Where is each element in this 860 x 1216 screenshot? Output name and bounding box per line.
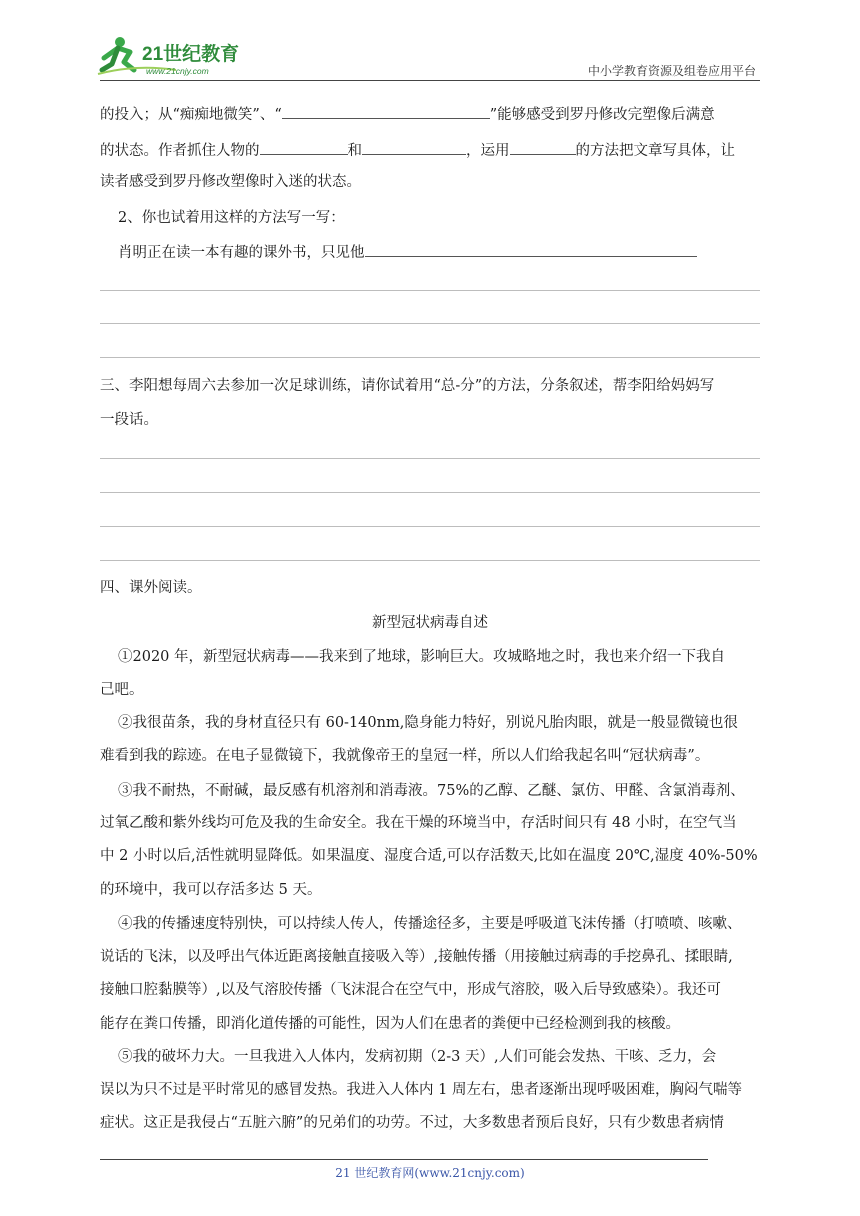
analysis-line-3: 读者感受到罗丹修改塑像时入迷的状态。 (100, 174, 361, 190)
footer-link[interactable]: 21 世纪教育网(www.21cnjy.com) (335, 1166, 525, 1180)
paragraph-3-line: 的环境中，我可以存活多达 5 天。 (100, 882, 322, 898)
paragraph-1-line: 己吧。 (100, 682, 144, 698)
analysis-line-2 (100, 140, 760, 161)
section-4-heading: 四、课外阅读。 (100, 580, 202, 596)
paragraph-3-line: 过氧乙酸和紫外线均可危及我的生命安全。我在干燥的环境当中，存活时间只有 48 小时，在空气当 (100, 815, 737, 831)
paragraph-5-line: ⑤我的破坏力大。一旦我进入人体内，发病初期（2-3 天）,人们可能会发热、干咳、乏力，会 (118, 1049, 717, 1065)
text-segment: ”能够感受到罗丹修改完塑像后满意 (489, 107, 715, 123)
writing-line[interactable] (100, 323, 760, 324)
paragraph-5-line: 症状。这正是我侵占“五脏六腑”的兄弟们的功劳。不过，大多数患者预后良好，只有少数患者病情 (100, 1115, 724, 1131)
writing-line[interactable] (100, 526, 760, 527)
paragraph-4-line: 接触口腔黏膜等）,以及气溶胶传播（飞沫混合在空气中，形成气溶胶，吸入后导致感染）。我还可 (100, 982, 721, 998)
paragraph-4-line: 说话的飞沫，以及呼出气体近距离接触直接吸入等）,接触传播（用接触过病毒的手挖鼻孔、揉眼睛, (100, 949, 733, 965)
answer-blank[interactable] (260, 140, 348, 155)
runner-logo-icon (96, 34, 256, 80)
text-segment: ，运用 (466, 143, 510, 159)
prompt-text: 肖明正在读一本有趣的课外书，只见他 (118, 245, 365, 261)
analysis-line-1 (100, 104, 760, 125)
site-logo (96, 34, 256, 80)
logo-sub-text: www.21cnjy.com (146, 66, 209, 76)
logo-main-text: 21世纪教育 (142, 44, 240, 65)
answer-blank[interactable] (510, 140, 576, 155)
section-3-question-line-1: 三、李阳想每周六去参加一次足球训练，请你试着用“总-分”的方法，分条叙述，帮李阳给妈妈写 (100, 378, 715, 394)
footer-divider (100, 1159, 708, 1160)
paragraph-1-line: ①2020 年，新型冠状病毒——我来到了地球，影响巨大。攻城略地之时，我也来介绍一下我自 (118, 649, 726, 665)
question-2-prompt (118, 242, 760, 263)
passage-title: 新型冠状病毒自述 (372, 615, 488, 631)
paragraph-5-line: 误以为只不过是平时常见的感冒发热。我进入人体内 1 周左右，患者逐渐出现呼吸困难，胸闷气喘等 (100, 1082, 742, 1098)
header-divider (100, 80, 760, 81)
paragraph-2-line: 难看到我的踪迹。在电子显微镜下，我就像帝王的皇冠一样，所以人们给我起名叫“冠状病毒”。 (100, 748, 710, 764)
text-segment: 的方法把文章写具体，让 (575, 143, 735, 159)
writing-line[interactable] (100, 458, 760, 459)
platform-name: 中小学教育资源及组卷应用平台 (587, 64, 756, 78)
answer-blank[interactable] (362, 140, 466, 155)
writing-line[interactable] (100, 357, 760, 358)
text-segment: 的投入；从“痴痴地微笑”、“ (100, 107, 282, 123)
writing-line[interactable] (100, 560, 760, 561)
section-3-question-line-2: 一段话。 (100, 412, 158, 428)
writing-line[interactable] (100, 290, 760, 291)
text-segment: 的状态。作者抓住人物的 (100, 143, 260, 159)
paragraph-2-line: ②我很苗条，我的身材直径只有 60-140nm,隐身能力特好，别说凡胎肉眼，就是一般显微镜也很 (118, 715, 738, 731)
answer-blank[interactable] (365, 242, 697, 257)
question-2: 2、你也试着用这样的方法写一写： (118, 210, 345, 226)
text-segment: 和 (347, 143, 362, 159)
answer-blank[interactable] (282, 104, 490, 119)
writing-line[interactable] (100, 492, 760, 493)
paragraph-4-line: ④我的传播速度特别快，可以持续人传人，传播途径多，主要是呼吸道飞沫传播（打喷喷、咳嗽、 (118, 916, 742, 932)
paragraph-3-line: 中 2 小时以后,活性就明显降低。如果温度、湿度合适,可以存活数天,比如在温度 20℃,湿度 40%-50% (100, 848, 758, 864)
paragraph-4-line: 能存在粪口传播，即消化道传播的可能性，因为人们在患者的粪便中已经检测到我的核酸。 (100, 1016, 680, 1032)
paragraph-3-line: ③我不耐热，不耐碱，最反感有机溶剂和消毒液。75%的乙醇、乙醚、氯仿、甲醛、含氯消毒剂、 (118, 783, 745, 799)
